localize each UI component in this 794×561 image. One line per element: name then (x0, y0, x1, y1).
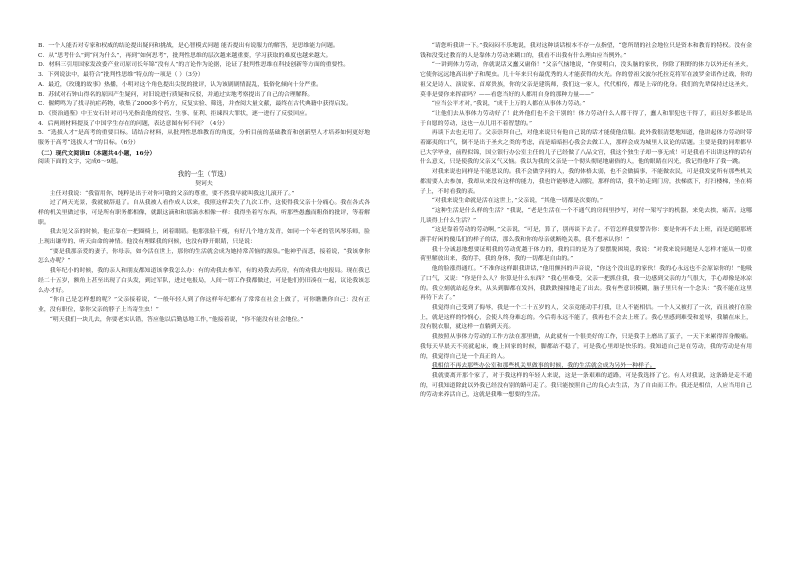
passage-author: 契诃夫 (195, 180, 213, 187)
passage-paragraph: “一讲到体力劳动，你就说话又蠢又庸俗！”父亲气恼地说，“你要明白，没头脑的家伙，你除了粗野的体力以外还有圣火，它使你远远地高出驴子和爬虫。几十年来只有最优秀的人才能获得的火光。你的曾祖父波尔托拉克将军在波罗金诺作过战，你的祖父是诗人、演说家、首席贵族，你的父亲是建筑师，我们这一家人，代代相传，都是上帝的化身。我们的先辈保持过这圣火，莫非是要你来挥霍吗？——看您当好的人都用自身的那种力量——” (420, 62, 752, 98)
question-3-option-d: D．《资治通鉴》中王安石针对司马光指责他的侵官、生事、征利、拒谏四大罪状，逐一进行了反驳回应。 (38, 110, 311, 117)
section-instruction: 阅读下面的文字，完成6～9题。 (38, 159, 123, 166)
passage-paragraph: 我去见父亲的时候，他正靠在一把圈椅上，闭着眼睛。他那张脸干瘦，有好几个地方发青，如同一个年老的管风琴乐师，脸上现出谦卑的、听天由命的神情。他没有理睬我的问候，也没有睁开眼睛，只是说： (38, 229, 370, 246)
passage-paragraph: 对我来说也同样是不能思议的。我不会做学问的人，我的体格太弱，也不会做搞事，不能做农民，可是我发觉所有那些机关都需要人去参加，我却从来没有这样的能力，我也许能够进入剧院，那样的话，我不妨走到门房，扶梯底下，打扫楼梯，坐在椅子上，不时看我的表。 (420, 169, 752, 195)
left-column (38, 42, 370, 554)
question-3-option-a: A．最近，《玫瑰的故事》热播，小明对这个角色提出尖锐的批评，认为该剧剧情混乱，低俗化倾向十分严重。 (38, 81, 323, 88)
question-3-option-b: B．苏轼对石钟山得名的原因产生疑问，对旧说进行质疑和反驳，并通过实地考察提出了自己的合理解释。 (38, 91, 314, 98)
passage-paragraph: 我十分诚恳地想要证明我的劳动优越于体力的，我的目的是为了要摆脱困境，我说：“对我来说问题是人怎样才能从一切重荷里解放出来，我的手，我的身体，我的一切都是自由的。” (420, 246, 752, 263)
passage-paragraph: 我年纪小的时候，我的亲人和朋友都知道该拿我怎么办：有的劝我去参军，有的劝我去药房，有的劝我去电报局。现在我已经二十五岁，额角上甚至出现了白头发，到过军队，进过电报局，人间一切工作我都做过，可是他们仍旧凑在一起，议论我该怎么办才好。 (38, 268, 370, 294)
question-2-option-c: C．从“思考什么”到“问为什么”，再到“如何思考”，批判性思维的层次越来越重要，学习获取的难度也越来越大。 (38, 52, 332, 59)
question-2-option-b: B．一个人能否对专家和权威的结论提出疑问和挑战，是心智模式问题 能否提出有说服力的解答，是思维能力问题。 (38, 43, 339, 49)
passage-paragraph: “这种生活是什么样的生活？”我说，“老是生活在一个不通气的房间里抄写，对付一架写字的机器，来免去挨，痛苦。这哪儿谈得上什么生活？” (420, 207, 752, 224)
passage-paragraph: “明天我们一块儿去，你要老实认错，答应他以后勤恳地工作，”他接着说，“你不能没有社会地位。” (49, 316, 304, 323)
passage-paragraph: 我觉得自己受到了侮辱，我是一个二十五岁的人，父亲竟能动手打我，让人不能相信。一个人又被打了一次，而且被打在脸上，就是这样的怜悯心，会使人终身难忘的。今后将永远不能了，我再也不会去上班了。我心里感到难受和羞辱，我躺在床上，没有脱衣服，就这样一直躺到天亮。 (420, 304, 752, 331)
passage-paragraph: “应当公平才对，”我说，“成千上万的人都在从事体力劳动。” (431, 101, 586, 108)
underlined-sentence: 我相信不再去那些办公室和那些机关里做事的时候，我的生活就会成为另外一种样子。 (431, 363, 656, 370)
passage-paragraph: “你自己是怎样想的呢？”父亲接着说，“一般年轻人到了你这样年纪都有了常常在社会上做了，可你瞧瞧你自己：没有正业，没有职位，靠你父亲的脖子上当寄生虫！” (38, 297, 370, 313)
passage-paragraph: 我按照从事体力劳动的工作方法在那里做，从此就有一个很美好的工作，只是我手上磨出了茧子，一天下来累得浑身酸痛。我每天早晨天不亮就起床，晚上回家的时候，脚都站不稳了，可是我心里却是快乐的。我知道自己是在劳动，我的劳动是有用的，我觉得自己是一个真正的人。 (420, 334, 752, 360)
section-heading: （二）现代文阅读Ⅱ（本题共4小题，16分） (38, 149, 156, 157)
passage-paragraph: “对我来说生命就是活在这世上，”父亲说，“其他一切都是次要的。” (431, 198, 603, 205)
passage-title: 我的一生（节选） (177, 170, 231, 179)
passage-paragraph: 过了两天光景，我就被辞退了。自从我被人看作成人以来，我照这样丢失了九次工作，这使得我父亲十分痛心。我在各式各样的机关里做过事，可是所有职务都相像，就跟这滴和和那滴水相像一样：我得坐着写东西，听那些愚蠢而粗俗的批评，等着解职。 (38, 200, 370, 226)
passage-paragraph: “请您听我讲一下。”我闷闷不乐地说，我对这种谈话根本不存一点指望，“您所谓的社会地位只是资本和教育的特权。没有金钱和没受过教育的人是靠体力劳动来糊口的，我看不出我有什么理由应当例外。” (420, 43, 752, 59)
right-column (420, 42, 752, 554)
passage-paragraph: 他的脸涨得通红。“不准你这样跟我讲话，”他用颤抖的声音说，“你这个没出息的家伙！我的心永远也不会原谅你的！”他吸了口气，又说：“你是什么人？你算是什么东西？”我心里难受，父亲一把抓住我，我一边感到父亲的力气很大，手心却像是冰凉的。我立刻就站起身来，从头到脚都在发抖，我跌跌撞撞地走了出去。我有些意识模糊，脑子里只有一个念头：“我不能在这里再待下去了。” (420, 266, 752, 302)
question-4: 4．后两则材料提及了中国学生存在的问题，表达意图有何不同？（4分） (38, 120, 229, 127)
passage-paragraph: “让他们去从事体力劳动好了！此外他们也不会干别的！体力劳动什么人都干得了，蠢人和罪犯也干得了，而且好多都是出于自愿的劳动，这也一点儿用不着智慧的。” (420, 110, 752, 127)
question-2-option-d: D．材料三引用国家发改委产业司原司长年锦“没有人”的言论作为论据，论证了批判性思维在科技创新等方面的重要性。 (38, 62, 350, 69)
passage-paragraph: 再谈下去也无用了。父亲崇拜自己，对他来说只有他自己说的话才能使他信服。此外我很清楚地知道，他讲起体力劳动时带着鄙夷的口气，倒不是出于圣火之类的考虑，而是暗暗担心我会去做工人，那样会成为城里人议论的话题。主要是我的同辈都早已大学毕业，前程似锦，国立银行办公室主任的儿子已经做了八品文官，我这个独生子却一事无成！可是我看不出讲这样的话有什么意义，只是使我的父亲又气又恼。我以为我的父亲是一个彻头彻尾地庸俗的人，他的眼睛在闪光，我记得他吓了我一跳。 (420, 130, 752, 166)
passage-paragraph: “这是靠着劳动的劳动啊，”父亲说，“可是，算了，别再谈下去了。不管怎样我要警告你：要是你再不去上班，而是追随那班游手好闲的傻瓜们的样子的话，那么我和你的母亲就断绝关系，我不想承认你！” (420, 227, 752, 244)
passage-paragraph: “要是我那亲爱的妻子，你母亲，如今活在世上，那你的生活就会成为她持常苦恼的源泉。”他神乎而悲，接着说，“我该拿你怎么办呢？” (38, 248, 370, 265)
question-5: 5．“选拔人才”是高考的重要目标。请结合材料，从批判性思维教育的角度，分析目前的基础教育和创新型人才培养如何更好地服务于高考“选拔人才”的目标。（6分） (38, 130, 370, 147)
question-3-stem: 3．下列说法中，最符合“批判性思维”特点的一项是（ ）（3分） (38, 72, 204, 79)
passage-paragraph: 主任对我说：“我留用你，纯粹是出于对你可敬的父亲的尊重，要不然我早就叫我这儿滚开了。” (49, 190, 295, 197)
question-3-option-c: C．偃鳄鸣为了找寻抗疟药物，收集了2000多个药方，反复实验、筛选，并查阅大量文献，最终在古代典籍中获得启发。 (38, 101, 353, 108)
passage-paragraph: 我就要离开那个家了，对于我这样的年轻人来说，这是一条艰难的道路，可是我选择了它。有人对我说，这条路是走不通的，可我知道除此以外我已经没有别的路可走了。我只能按照自己的良心去生活，为了自由而工作。我还是相信，人应当用自己的劳动来养活自己，这就是我唯一想要的生活。 (420, 372, 752, 399)
